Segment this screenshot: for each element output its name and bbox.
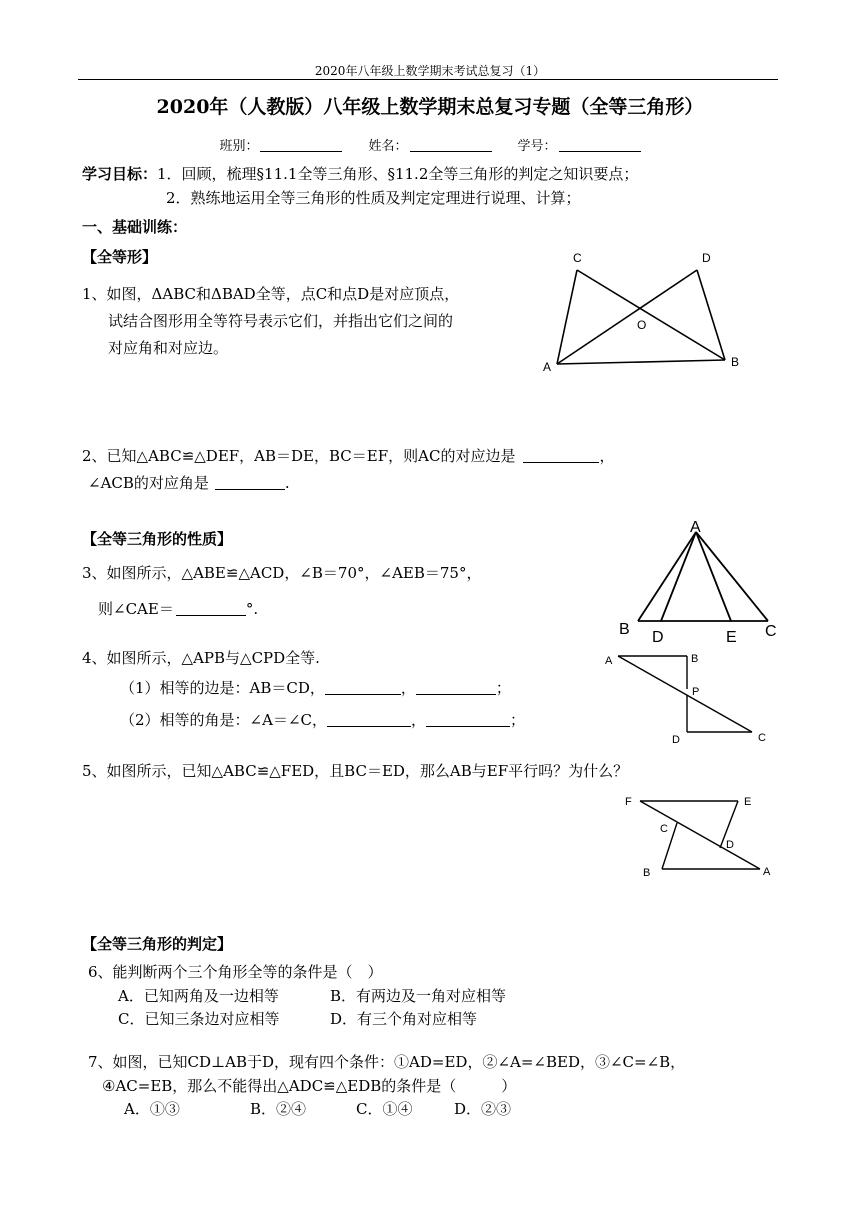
part-heading-congruent: 【全等形】: [82, 248, 158, 266]
fig3-label-c: C: [765, 623, 777, 640]
running-header: 2020年八年级上数学期末考试总复习（1）: [314, 64, 546, 78]
q6-option-b[interactable]: B．有两边及一角对应相等: [330, 987, 507, 1005]
part-heading-criteria: 【全等三角形的判定】: [82, 935, 233, 953]
q6-option-d[interactable]: D．有三个角对应相等: [330, 1010, 478, 1028]
q4-line-1: 4、如图所示，△APB与△CPD全等.: [82, 649, 320, 667]
q2-period: .: [284, 474, 290, 492]
fig4-label-d: D: [672, 734, 680, 746]
fig1-label-b: B: [731, 355, 740, 369]
q3-text-2: 则∠CAE＝: [98, 600, 174, 618]
fig5-label-f: F: [625, 796, 632, 808]
q5-line-1: 5、如图所示，已知△ABC≌△FED，且BC＝ED，那么AB与EF平行吗？为什么？: [82, 762, 629, 780]
fig3-label-e: E: [726, 629, 737, 645]
q2-text-2: ∠ACB的对应角是: [88, 474, 209, 492]
objective-1: 1．回顾，梳理§11.1全等三角形、§11.2全等三角形的判定之知识要点；: [157, 165, 639, 183]
q7-option-c[interactable]: C．①④: [356, 1100, 413, 1118]
fig5-label-b: B: [643, 867, 651, 879]
fig5-label-d: D: [726, 839, 734, 851]
q6-option-c[interactable]: C．已知三条边对应相等: [118, 1010, 280, 1028]
q6-option-a[interactable]: A．已知两角及一边相等: [118, 987, 279, 1005]
q4-comma-1: ，: [400, 679, 416, 697]
q3-blank[interactable]: [176, 614, 246, 616]
q4-blank-3[interactable]: [327, 725, 411, 727]
q3-line-1: 3、如图所示，△ABE≌△ACD，∠B＝70°，∠AEB＝75°，: [82, 564, 482, 582]
q3-degree: °.: [245, 600, 259, 618]
part-heading-properties: 【全等三角形的性质】: [82, 530, 233, 548]
q4-sub1-text: （1）相等的边是：AB＝CD，: [120, 679, 325, 697]
q4-blank-4[interactable]: [426, 725, 510, 727]
q4-sub2-text: （2）相等的角是：∠A＝∠C，: [120, 711, 327, 729]
section-heading-1: 一、基础训练：: [82, 218, 188, 236]
q2-comma: ，: [599, 447, 615, 465]
q7-line-2: ④AC=EB，那么不能得出△ADC≌△EDB的条件是（ ）: [102, 1077, 517, 1095]
fig5-label-e: E: [744, 796, 752, 808]
name-blank[interactable]: [410, 151, 492, 152]
q7-option-b[interactable]: B．②④: [250, 1100, 307, 1118]
q1-line-2: 试结合图形用全等符号表示它们，并指出它们之间的: [108, 312, 454, 330]
page-title: 2020年（人教版）八年级上数学期末总复习专题（全等三角形）: [156, 96, 704, 118]
q7-option-d[interactable]: D．②③: [454, 1100, 512, 1118]
student-info-line: [0, 135, 860, 154]
q6-stem: 6、能判断两个三个角形全等的条件是（ ）: [88, 963, 383, 981]
fig1-label-o: O: [637, 318, 647, 332]
fig5-label-c: C: [660, 823, 668, 835]
q4-sub-1: [120, 677, 511, 698]
q4-sub-2: [120, 709, 525, 730]
fig3-label-a: A: [690, 519, 701, 536]
figure-5-parallel-triangles: [620, 788, 785, 888]
fig3-label-b: B: [619, 621, 630, 638]
fig5-label-a: A: [763, 866, 771, 878]
class-blank[interactable]: [260, 151, 342, 152]
name-label: 姓名：: [368, 139, 408, 154]
q2-blank-1[interactable]: [523, 461, 599, 463]
q4-comma-2: ，: [411, 711, 427, 729]
fig1-label-c: C: [573, 251, 582, 265]
fig4-label-a: A: [605, 655, 613, 667]
fig1-label-d: D: [702, 251, 711, 265]
objectives-label: 学习目标：: [82, 165, 158, 183]
objective-2: 2．熟练地运用全等三角形的性质及判定定理进行说理、计算；: [166, 189, 581, 207]
q4-semicolon-2: ；: [510, 711, 526, 729]
q1-line-3: 对应角和对应边。: [108, 339, 229, 357]
q2-line-1: [82, 445, 614, 466]
q2-line-2: [88, 472, 290, 493]
q3-line-2: [98, 598, 258, 619]
objectives-line-1: [82, 163, 638, 184]
header-rule: [78, 79, 778, 80]
q7-line-1: 7、如图，已知CD⊥AB于D，现有四个条件：①AD=ED，②∠A=∠BED，③∠C=∠B，: [88, 1053, 686, 1071]
fig3-label-d: D: [652, 629, 664, 645]
id-blank[interactable]: [559, 151, 641, 152]
fig4-label-c: C: [758, 732, 766, 744]
q4-blank-2[interactable]: [416, 693, 496, 695]
class-label: 班别：: [219, 139, 259, 154]
fig4-label-p: P: [692, 686, 700, 698]
q2-text: 2、已知△ABC≌△DEF，AB＝DE，BC＝EF，则AC的对应边是: [82, 447, 516, 465]
q4-blank-1[interactable]: [325, 693, 401, 695]
fig4-label-b: B: [691, 653, 699, 665]
figure-3-triangle: [610, 513, 790, 645]
q1-line-1: 1、如图，ΔABC和ΔBAD全等，点C和点D是对应顶点，: [82, 285, 460, 303]
id-label: 学号：: [517, 139, 557, 154]
figure-4-crossing-triangles: [600, 648, 775, 748]
fig1-label-a: A: [543, 360, 552, 374]
figure-1-triangles: [535, 245, 750, 380]
q2-blank-2[interactable]: [215, 488, 285, 490]
q7-option-a[interactable]: A．①③: [124, 1100, 180, 1118]
q4-semicolon-1: ；: [495, 679, 511, 697]
